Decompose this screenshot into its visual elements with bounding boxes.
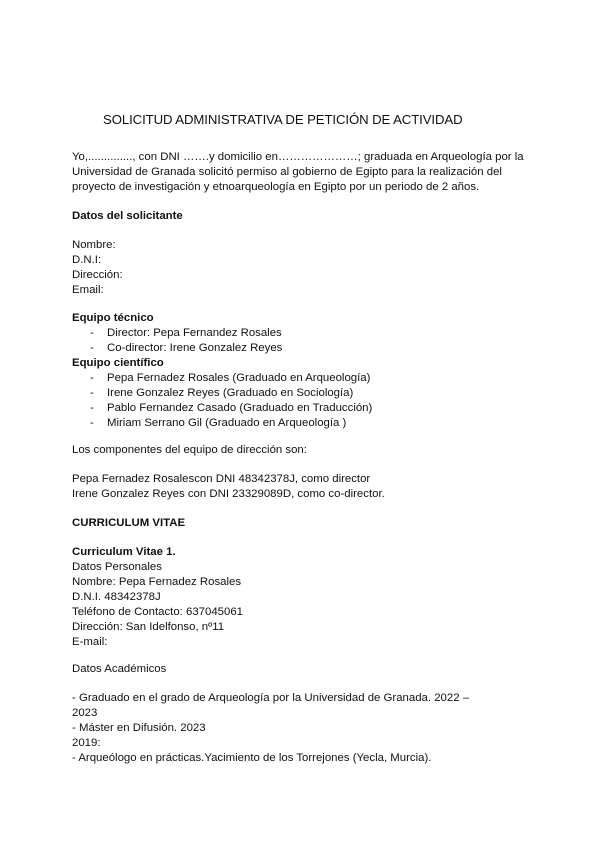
list-item: - Pablo Fernandez Casado (Graduado en Traducción) (72, 401, 532, 416)
cv-line: Teléfono de Contacto: 637045061 (72, 606, 243, 618)
directors-intro: Los componentes del equipo de dirección son: (72, 444, 307, 456)
cv-heading: CURRICULUM VITAE (72, 517, 186, 529)
director-line: Pepa Fernadez Rosalescon DNI 48342378J, como director (72, 473, 371, 485)
document-title: SOLICITUD ADMINISTRATIVA DE PETICIÓN DE ACTIVIDAD (103, 112, 463, 127)
field-address-label: Dirección: (72, 269, 123, 281)
academic-line: - Arqueólogo en prácticas.Yacimiento de los Torrejones (Yecla, Murcia). (72, 752, 432, 764)
teams-section (72, 311, 532, 431)
academic-line: - Graduado en el grado de Arqueología por la Universidad de Granada. 2022 – (72, 692, 470, 704)
cv-personal (72, 545, 532, 650)
intro-paragraph (72, 150, 532, 195)
directors-list (72, 472, 532, 502)
cv-line: Nombre: Pepa Fernadez Rosales (72, 576, 242, 588)
cv-subheading: Curriculum Vitae 1. (72, 546, 176, 558)
academic-line: 2019: (72, 737, 101, 749)
field-dni-label: D.N.I: (72, 254, 102, 266)
intro-line: proyecto de investigación y etnoarqueología en Egipto por un periodo de 2 años. (72, 181, 480, 193)
technical-team-heading: Equipo técnico (72, 312, 154, 324)
field-email-label: Email: (72, 284, 104, 296)
cv-line: D.N.I. 48342378J (72, 591, 161, 603)
list-item: - Co-director: Irene Gonzalez Reyes (72, 341, 532, 356)
academic-line: 2023 (72, 707, 98, 719)
applicant-heading: Datos del solicitante (72, 210, 183, 222)
list-item: - Miriam Serrano Gil (Graduado en Arqueología ) (72, 416, 532, 431)
list-item: - Director: Pepa Fernandez Rosales (72, 326, 532, 341)
list-item: - Irene Gonzalez Reyes (Graduado en Sociología) (72, 386, 532, 401)
list-item: - Pepa Fernadez Rosales (Graduado en Arqueología) (72, 371, 532, 386)
cv-line: Datos Personales (72, 561, 162, 573)
academic-line: - Máster en Difusión. 2023 (72, 722, 206, 734)
field-name-label: Nombre: (72, 239, 116, 251)
director-line: Irene Gonzalez Reyes con DNI 23329089D, como co-director. (72, 488, 385, 500)
intro-line: Yo,.............., con DNI …….y domicilio en…………………; graduada en Arqueología por la (72, 151, 524, 163)
cv-line: Dirección: San Idelfonso, nº11 (72, 621, 225, 633)
intro-line: Universidad de Granada solicitó permiso al gobierno de Egipto para la realización del (72, 166, 502, 178)
applicant-fields (72, 238, 532, 298)
cv-line: E-mail: (72, 636, 108, 648)
scientific-team-heading: Equipo científico (72, 357, 164, 369)
academic-list (72, 691, 532, 766)
academic-heading: Datos Académicos (72, 663, 167, 675)
